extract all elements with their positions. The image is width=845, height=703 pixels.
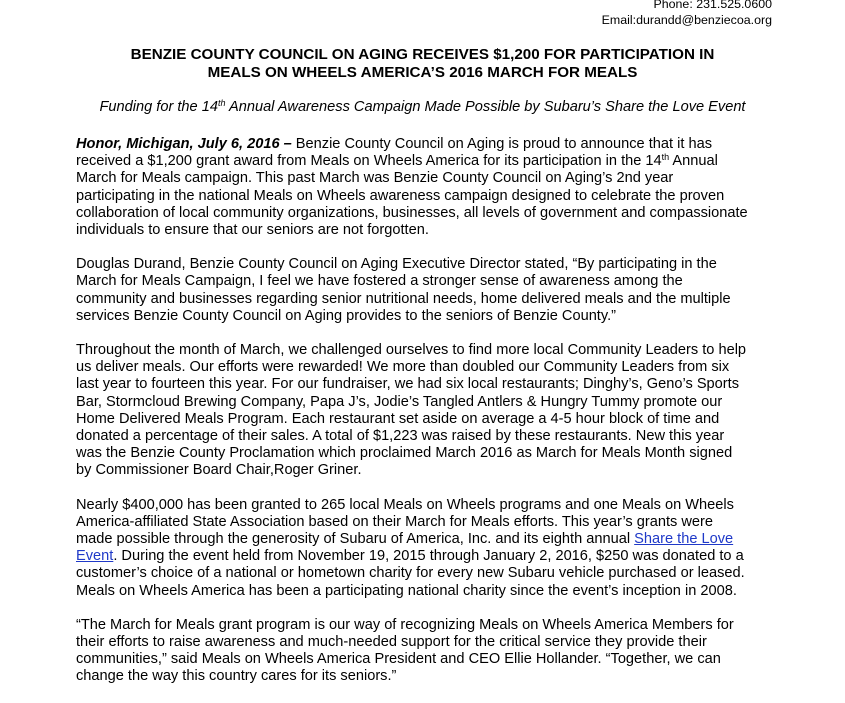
subhead-ordinal-suffix: th (217, 98, 226, 108)
text-line: by Commissioner Board Chair,Roger Griner. (76, 462, 362, 479)
text-span: . During the event held from November 19, 2015 through January 2, 2016, $250 was donated to a (113, 548, 744, 565)
contact-email: Email:durandd@benziecoa.org (601, 12, 772, 27)
text-line: America-affiliated State Association based on their March for Meals efforts. This year’s grants were (76, 513, 714, 530)
text-line (76, 136, 776, 153)
text-line: Throughout the month of March, we challenged ourselves to find more local Community Leaders to help (76, 342, 747, 359)
text-line: donated a percentage of their sales. A total of $1,223 was raised by these restaurants. New this year (76, 428, 725, 445)
text-span: received a $1,200 grant award from Meals on Wheels America for its participation in the 14 (76, 153, 662, 170)
press-release-body (76, 136, 776, 703)
subhead-text: Funding for the 14 (99, 99, 218, 115)
text-line: their efforts to raise awareness and much-needed support for the critical service they provide their (76, 634, 707, 651)
text-span: made possible through the generosity of Subaru of America, Inc. and its eighth annual (76, 531, 635, 548)
text-line: customer’s choice of a national or hometown charity for every new Subaru vehicle purchased or leased. (76, 565, 745, 582)
paragraph-march-activities (76, 342, 776, 480)
text-line: was the Benzie County Proclamation which proclaimed March 2016 as March for Meals Month signed (76, 445, 733, 462)
text-line: community and businesses regarding senior nutritional needs, home delivered meals and the multiple (76, 290, 731, 307)
contact-phone: Phone: 231.525.0600 (653, 0, 772, 11)
text-line: “The March for Meals grant program is our way of recognizing Meals on Wheels America Members for (76, 616, 734, 633)
paragraph-announcement (76, 136, 776, 239)
ordinal-suffix: th (661, 152, 670, 163)
headline-line: BENZIE COUNTY COUNCIL ON AGING RECEIVES $1,200 FOR PARTICIPATION IN (130, 46, 715, 63)
text-span: Benzie County Council on Aging is proud to announce that it has (291, 136, 713, 152)
text-line: Douglas Durand, Benzie County Council on Aging Executive Director stated, “By participating in the (76, 256, 717, 273)
text-line: March for Meals campaign. This past March was Benzie County Council on Aging’s 2nd year (76, 170, 674, 187)
text-line: participating in the national Meals on Wheels awareness campaign designed to celebrate the proven (76, 187, 725, 204)
text-line (76, 153, 776, 170)
text-line: communities,” said Meals on Wheels America President and CEO Ellie Hollander. “Together, we can (76, 651, 721, 668)
headline-line: MEALS ON WHEELS AMERICA’S 2016 MARCH FOR MEALS (207, 64, 638, 81)
paragraph-grant-details (76, 497, 776, 600)
share-the-love-link[interactable]: Share the Love (634, 531, 734, 548)
text-line (76, 531, 776, 548)
paragraph-director-quote (76, 256, 776, 325)
text-span: Annual (669, 153, 718, 170)
dateline: Honor, Michigan, July 6, 2016 – (76, 136, 292, 152)
text-line: individuals to ensure that our seniors are not forgotten. (76, 222, 429, 239)
text-line: Bar, Stormcloud Brewing Company, Papa J’s, Jodie’s Tangled Antlers & Hungry Tummy promote our (76, 393, 723, 410)
text-line: March for Meals Campaign, I feel we have fostered a stronger sense of awareness among the (76, 273, 683, 290)
text-line: last year to fourteen this year. For our fundraiser, we had six local restaurants; Dinghy’s, Geno’s Sports (76, 376, 739, 393)
text-line: Meals on Wheels America has been a participating national charity since the event’s inception in 2008. (76, 582, 737, 599)
text-line: Home Delivered Meals Program. Each restaurant set aside on average a 4-5 hour block of time and (76, 410, 720, 427)
press-release-subheadline (0, 98, 845, 116)
text-line: Nearly $400,000 has been granted to 265 local Meals on Wheels programs and one Meals on Wheels (76, 496, 734, 513)
text-line: change the way this country cares for its seniors.” (76, 668, 397, 685)
text-line: collaboration of local community organizations, businesses, all levels of government and compassionate (76, 204, 748, 221)
subhead-text: Annual Awareness Campaign Made Possible by Subaru’s Share the Love Event (225, 99, 746, 115)
text-line: services Benzie County Council on Aging provides to the seniors of Benzie County.” (76, 307, 616, 324)
press-release-headline (0, 46, 845, 82)
text-line (76, 548, 776, 565)
share-the-love-link[interactable]: Event (76, 548, 114, 565)
contact-block (602, 0, 772, 28)
text-line: us deliver meals. Our efforts were rewarded! We more than doubled our Community Leaders from six (76, 359, 730, 376)
paragraph-ceo-quote (76, 617, 776, 686)
